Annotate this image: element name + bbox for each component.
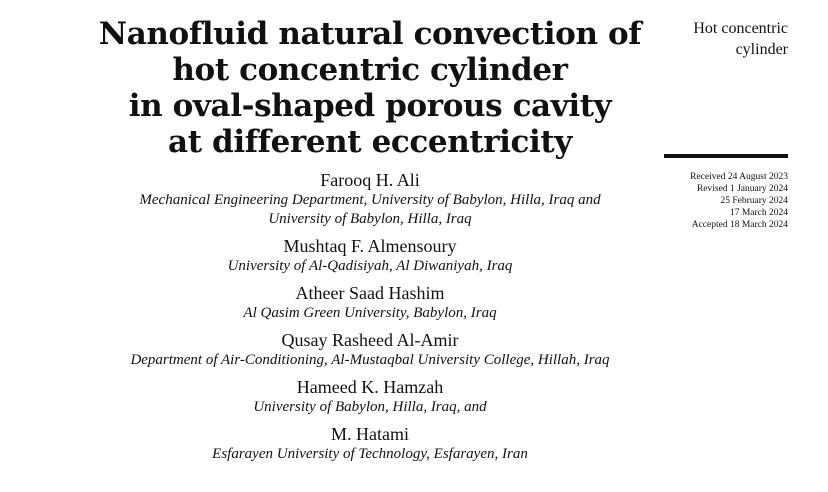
author-block [80, 424, 660, 464]
affiliation-line: Al Qasim Green University, Babylon, Iraq [243, 305, 497, 321]
date-line: Revised 1 January 2024 [696, 184, 788, 194]
date-line: 17 March 2024 [729, 208, 788, 218]
article-header [80, 0, 660, 471]
author-block [80, 236, 660, 276]
title-line: Nanofluid natural convection of [98, 16, 642, 52]
author-name: Atheer Saad Hashim [295, 283, 445, 303]
margin-column [664, 0, 788, 231]
affiliation-line: University of Babylon, Hilla, Iraq [268, 211, 472, 227]
author-name: Qusay Rasheed Al-Amir [281, 330, 459, 350]
article-title [80, 0, 660, 160]
running-head-line: cylinder [735, 41, 788, 58]
author-block [80, 330, 660, 370]
author-name: Mushtaq F. Almensoury [283, 236, 457, 256]
author-name: Farooq H. Ali [320, 170, 420, 190]
affiliation-line: Department of Air-Conditioning, Al-Mustaqbal University College, Hillah, Iraq [130, 352, 610, 368]
author-affiliation [80, 304, 660, 323]
running-head-line: Hot concentric [693, 20, 788, 37]
title-line: at different eccentricity [168, 124, 572, 160]
running-head [664, 18, 788, 60]
author-block [80, 283, 660, 323]
author-affiliation [80, 257, 660, 276]
author-block [80, 170, 660, 229]
author-affiliation [80, 398, 660, 417]
title-line: hot concentric cylinder [172, 52, 568, 88]
affiliation-line: Mechanical Engineering Department, University of Babylon, Hilla, Iraq and [139, 192, 601, 208]
affiliation-line: University of Al-Qadisiyah, Al Diwaniyah, Iraq [227, 258, 513, 274]
date-line: 25 February 2024 [720, 196, 788, 206]
affiliation-line: University of Babylon, Hilla, Iraq, and [253, 399, 487, 415]
author-name: Hameed K. Hamzah [296, 377, 444, 397]
date-line: Received 24 August 2023 [690, 172, 788, 182]
title-line: in oval-shaped porous cavity [128, 88, 612, 124]
submission-dates [664, 171, 788, 231]
author-affiliation [80, 445, 660, 464]
divider-rule [664, 154, 788, 158]
affiliation-line: Esfarayen University of Technology, Esfarayen, Iran [212, 446, 528, 462]
author-block [80, 377, 660, 417]
date-line: Accepted 18 March 2024 [691, 220, 788, 230]
author-affiliation [80, 191, 660, 229]
author-name: M. Hatami [331, 424, 409, 444]
author-affiliation [80, 351, 660, 370]
author-list [80, 170, 660, 464]
